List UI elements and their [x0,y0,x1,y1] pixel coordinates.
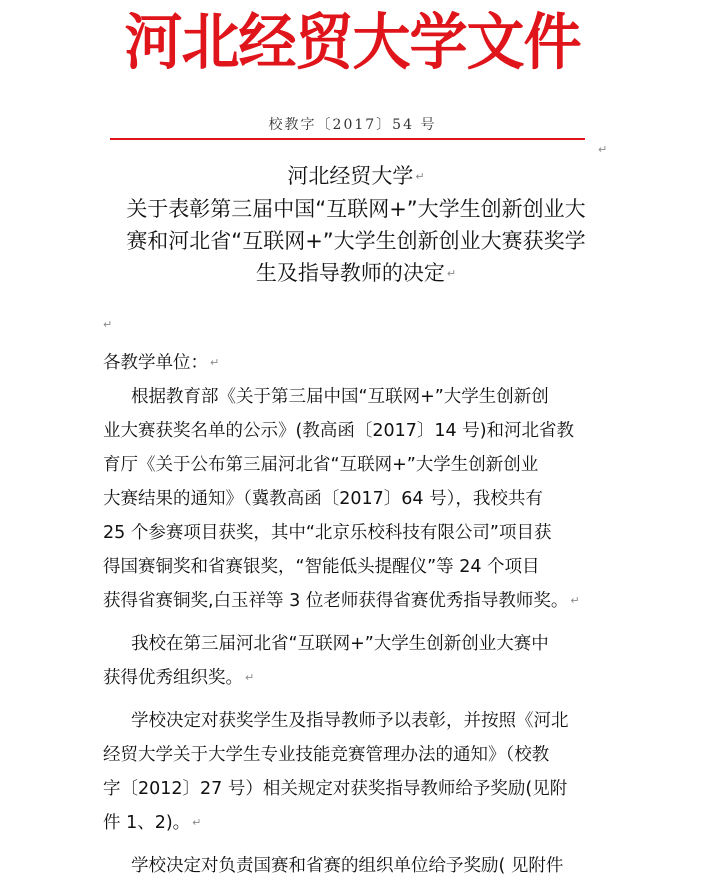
body-paragraph-4 [103,849,603,883]
paragraph-mark-icon: ↵ [446,267,457,280]
body-line: 育厅《关于公布第三届河北省“互联网+”大学生创新创业 [103,455,539,475]
paragraph-mark-icon: ↵ [192,816,202,829]
body-line: 获得省赛铜奖,白玉祥等 3 位老师获得省赛优秀指导教师奖。 ↵ [103,591,580,611]
document-number: 校教字〔2017〕54 号 [268,117,437,133]
title-line: 赛和河北省“互联网+”大学生创新创业大赛获奖学 [126,229,586,253]
body-line: 我校在第三届河北省“互联网+”大学生创新创业大赛中 [131,634,549,654]
paragraph-mark-icon: ↵ [210,356,220,369]
body-paragraph-2 [103,627,603,695]
red-divider-line [110,138,585,140]
document-title [96,160,616,290]
title-line: 关于表彰第三届中国“互联网+”大学生创新创业大 [126,197,586,221]
body-line: 字〔2012〕27 号）相关规定对获奖指导教师给予奖励(见附 [103,779,568,799]
paragraph-mark-icon: ↵ [570,594,580,607]
body-line: 业大赛获奖名单的公示》(教高函〔2017〕14 号)和河北省教 [103,421,575,441]
body-line: 获得优秀组织奖。 ↵ [103,668,255,688]
body-line: 根据教育部《关于第三届中国“互联网+”大学生创新创 [131,387,549,407]
body-line: 学校决定对获奖学生及指导教师予以表彰，并按照《河北 [131,711,569,731]
body-line: 学校决定对负责国赛和省赛的组织单位给予奖励( 见附件 [131,856,564,876]
paragraph-mark-icon: ↵ [598,143,608,156]
salutation: 各教学单位： ↵ [103,353,220,373]
paragraph-mark-icon: ↵ [245,671,255,684]
title-line: 河北经贸大学 ↵ [287,164,425,188]
paragraph-mark-icon: ↵ [415,170,425,183]
paragraph-mark-icon: ↵ [103,318,113,331]
body-line: 25 个参赛项目获奖，其中“北京乐校科技有限公司”项目获 [103,523,552,543]
body-line: 件 1、2)。 ↵ [103,813,202,833]
title-line: 生及指导教师的决定 ↵ [255,261,457,285]
body-line: 大赛结果的通知》（冀教高函〔2017〕64 号），我校共有 [103,489,543,509]
document-body [103,346,603,883]
body-line: 得国赛铜奖和省赛银奖，“智能低头提醒仪”等 24 个项目 [103,557,540,577]
body-line: 经贸大学关于大学生专业技能竞赛管理办法的通知》（校教 [103,745,550,765]
body-paragraph-3 [103,704,603,840]
document-masthead: 河北经贸大学文件 [124,6,581,78]
body-paragraph-1 [103,380,603,618]
